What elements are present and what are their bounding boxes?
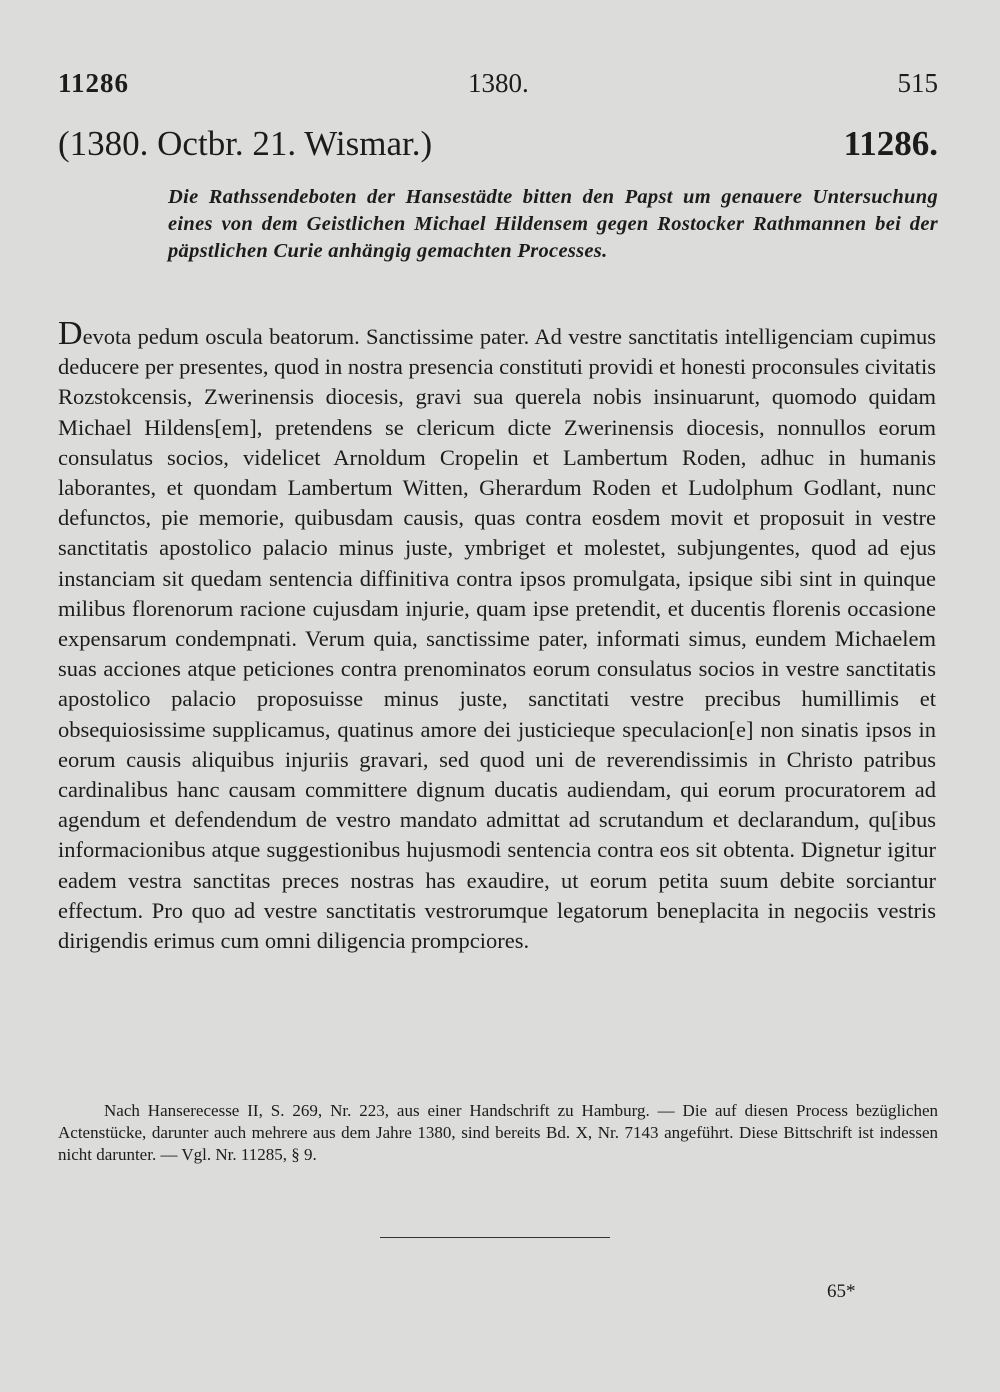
running-head-document-number: 11286: [58, 68, 130, 98]
document-date-place: (1380. Octbr. 21. Wismar.): [58, 124, 433, 163]
document-summary: Die Rathssendeboten der Hansestädte bitten den Papst um genauere Untersuchung eines von dem Geistlichen Michael Hildensem gegen Rostocker Rathmannen bei der päpstlichen Curie anhängig gemachten Processes.: [168, 186, 938, 262]
initial-letter: D: [58, 315, 83, 352]
document-body: [58, 315, 936, 956]
source-note: Nach Hanserecesse II, S. 269, Nr. 223, aus einer Handschrift zu Hamburg. — Die auf diesen Process bezüglichen Actenstücke, darunter auch mehrere aus dem Jahre 1380, sind bereits Bd. X, Nr. 7143 angeführt. Diese Bittschrift ist indessen nicht darunter. — Vgl. Nr. 11285, § 9.: [58, 1101, 938, 1164]
body-text: evota pedum oscula beatorum. Sanctissime pater. Ad vestre sanctitatis intelligenciam cupimus deducere per presentes, quod in nostra presencia constituti providi et honesti proconsules civitatis Rozstokcensis, Zwerinensis diocesis, gravi sua querela nobis insinuarunt, quomodo quidam Michael Hildens[em], pretendens se clericum dicte Zwerinensis diocesis, nonnullos eorum consulatus socios, videlicet Arnoldum Cropelin et Lambertum Roden, adhuc in humanis laborantes, et quondam Lambertum Witten, Gherardum Roden et Ludolphum Godlant, nunc defunctos, pie memorie, quibusdam causis, quas contra eosdem movit et proposuit in vestre sanctitatis apostolico palacio minus juste, ymbriget et molestet, subjungentes, quod ad ejus instanciam sit quedam sentencia diffinitiva contra ipsos promulgata, ipsique sibi sint in quinque milibus florenorum racione cujusdam injurie, quam ipse pretendit, et ducentis florenis occasione expensarum condempnati. Verum quia, sanctissime pater, informati simus, eundem Michaelem suas acciones atque peticiones contra prenominatos eorum consulatus socios in vestre sanctitatis apostolico palacio proposuisse minus juste, sanctitati vestre precibus humillimis et obsequiosissime supplicamus, quatinus amore dei justicieque speculacion[e] non sinatis ipsos in eorum causis aliquibus injuriis gravari, sed quod uni de reverendissimis in Christo patribus cardinalibus hanc causam committere dignum ducatis audiendam, qui eorum procuratorem ad agendum et defendendum de vestro mandato admittat ad scrutandum et declarandum, qu[ibus informacionibus atque suggestionibus hujusmodi sentencia contra eos sit obtenta. Dignetur igitur eadem vestra sanctitas preces nostras has exaudire, ut eorum petita suum debite sorciantur effectum. Pro quo ad vestre sanctitatis vestrorumque legatorum beneplacita in negociis vestris dirigendis erimus cum omni diligencia prompciores.: [58, 324, 936, 954]
running-head-year: 1380.: [468, 68, 529, 98]
document-number: 11286.: [843, 124, 938, 163]
document-heading: [58, 124, 938, 174]
running-head: [58, 68, 938, 104]
printer-signature: 65*: [827, 1281, 856, 1302]
page-number: 515: [897, 68, 938, 98]
divider-rule: [380, 1237, 610, 1238]
